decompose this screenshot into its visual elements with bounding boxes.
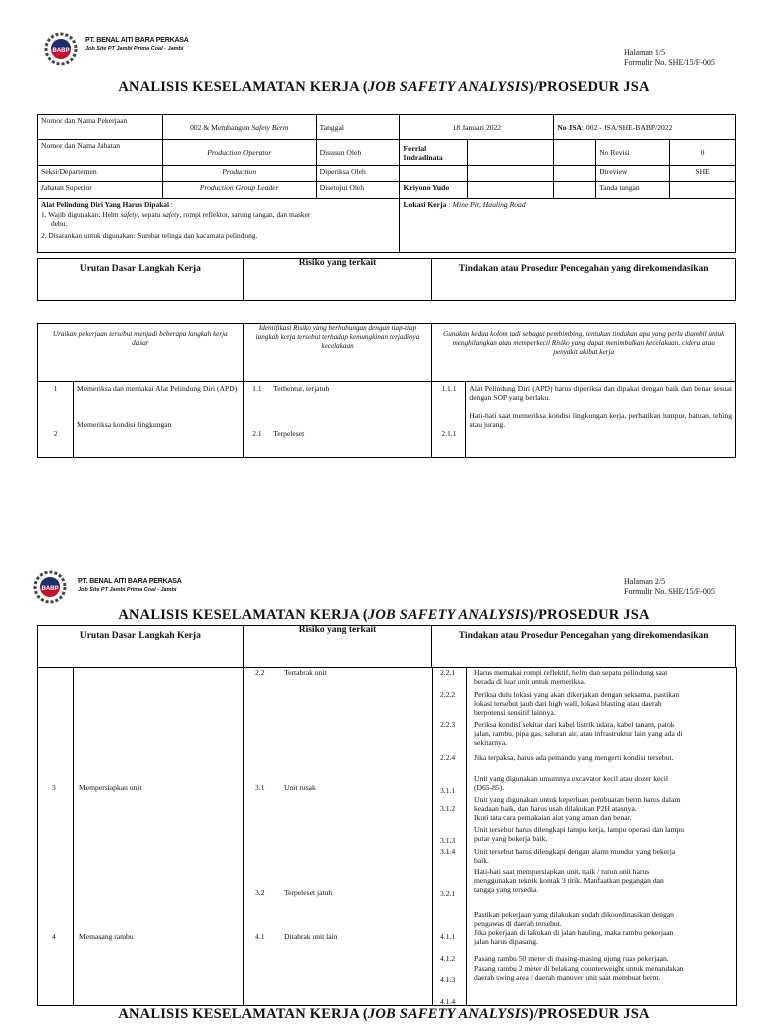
- p2-risk-no-2-2: 2.2: [255, 668, 265, 677]
- p2-action-no: 3.2.1: [440, 889, 456, 898]
- company-name: PT. BENAL AITI BARA PERKASA: [85, 37, 189, 44]
- p2-action-no: 4.1.4: [440, 997, 456, 1006]
- page-number: Halaman 1/5: [624, 48, 666, 57]
- company-site-2: Job Site PT Jambi Prima Coal - Jambi: [78, 587, 177, 593]
- apd-box: Alat Pelindung Diri Yang Harus Dipakai : 1. Wajib digunakan: Helm safety, sepatu safety, rompi reflektor, sarung tangan, dan masker debu. 2. Disarankan untuk digunakan: Sumbat telinga dan kacamata pelindung.: [38, 199, 400, 253]
- value-tanggal: 18 Januari 2022: [400, 115, 554, 140]
- p2-action-no: 2.2.2: [440, 690, 456, 699]
- p1-step-no: 1 2: [38, 382, 74, 458]
- label-tanggal: Tanggal: [316, 115, 400, 140]
- value-no-jsa: No JSA: 002 - JSA/SHE-BABP/2022: [554, 115, 736, 140]
- label-nomor-nama-jabatan: Nomor dan Nama Jabatan: [38, 140, 163, 166]
- form-number: Formulir No. SHE/15/F-005: [624, 58, 715, 67]
- p2-action-text-3-2-1: Hati-hati saat mempersiapkan unit, naik / turun unit harus menggunakan teknik kontak 3 titik. Manfaatkan pegangan dan tangga yang tersedia.: [474, 867, 664, 894]
- label-nomor-nama-pekerjaan: Nomor dan Nama Pekerjaan: [38, 115, 163, 140]
- company-logo-icon-2: [33, 570, 67, 604]
- form-number-2: Formulir No. SHE/15/F-005: [624, 587, 715, 596]
- label-disetujui: Disetujui Oleh: [316, 182, 400, 199]
- document-title-3: ANALISIS KESELAMATAN KERJA (JOB SAFETY ANALYSIS)/PROSEDUR JSA: [118, 1006, 650, 1022]
- p2-step-no-3: 3: [52, 783, 56, 792]
- p2-risk-text-3-1: Unit rusak: [284, 783, 316, 792]
- value-jabatan-superior: Production Group Leader: [162, 182, 316, 199]
- value-disetujui: Kriyono Yudo: [400, 182, 468, 199]
- value-nomor-nama-pekerjaan: 002 & Membangun Safety Berm: [162, 115, 316, 140]
- p1-action-no: 1.1.1 2.1.1: [432, 382, 466, 458]
- p2-col-risiko: Risiko yang terkait: [243, 626, 432, 668]
- guide-langkah: Uraikan pekerjaan tersebut menjadi beberapa langkah kerja dasar: [38, 324, 244, 382]
- p1-col-tindakan: Tindakan atau Prosedur Pencegahan yang direkomendasikan: [432, 259, 736, 301]
- p2-col-tindakan: Tindakan atau Prosedur Pencegahan yang direkomendasikan: [432, 626, 736, 668]
- p2-action-no: 3.1.3: [440, 836, 456, 845]
- p2-col-langkah: Urutan Dasar Langkah Kerja: [38, 626, 244, 668]
- label-disusun-oleh: Disusun Oleh: [316, 140, 400, 166]
- cell-empty-2: [554, 166, 596, 182]
- p2-action-text-4-1-1: Pastikan pekerjaan yang dilakukan sudah dikoordinasikan dengan pengawas di daerah tersebut. Jika pekerjaan di lakukan di jalan hauling, maka rambu pekerjaan jalan harus dipasang.: [474, 910, 674, 946]
- p2-divider-1: [73, 667, 74, 1006]
- p2-action-no: 3.1.2: [440, 804, 456, 813]
- p2-action-text-4-1-3: Pasang rambu 2 meter di belakang counterweight untuk menandakan daerah swing area / daerah manuver unit saat membuat berm.: [474, 964, 684, 982]
- lokasi-box: Lokasi Kerja : Mine Pit, Hauling Road: [400, 199, 736, 253]
- p1-column-header-table: [37, 258, 736, 301]
- p1-risk-no: 1.1 2.1: [243, 382, 270, 458]
- label-direview: Direview: [596, 166, 670, 182]
- logo-text-2: BABP: [41, 586, 59, 592]
- label-jabatan-superior: Jabatan Superior: [38, 182, 163, 199]
- label-diperiksa: Diperiksa Oleh: [316, 166, 400, 182]
- p2-step-text-3: Mempersiapkan unit: [79, 783, 142, 792]
- p2-action-text-3-1-1: Unit yang digunakan umumnya excavator kecil atau dozer kecil (D65-85).: [474, 774, 668, 792]
- company-logo-icon: [44, 32, 78, 66]
- cell-empty-1: [554, 140, 596, 166]
- p2-divider-4: [466, 667, 467, 1006]
- p1-step-text: Memeriksa dan memakai Alat Pelindung Diri (APD) Memeriksa kondisi lingkungan: [73, 382, 243, 458]
- value-direview: SHE: [670, 166, 736, 182]
- document-title: ANALISIS KESELAMATAN KERJA (JOB SAFETY ANALYSIS)/PROSEDUR JSA: [118, 79, 650, 95]
- value-diperiksa: [400, 166, 468, 182]
- p1-action-text: Alat Pelindung Diri (APD) harus diperiksa dan dipakai dengan baik dan benar sesuai dengan SOP yang berlaku. Hati-hati saat memeriksa kondisi lingkungan kerja, perhatikan lumpur, batuan, tebing atau jurang.: [466, 382, 736, 458]
- guide-risiko: Identifikasi Risiko yang berhubungan dengan tiap-tiap langkah kerja tersebut terhadap kemungkinan terjadinya kecelakaan: [243, 324, 432, 382]
- value-nomor-nama-jabatan: Production Operator: [162, 140, 316, 166]
- label-tanda-tangan: Tanda tangan: [596, 182, 670, 199]
- label-seksi: Seksi/Departemen: [38, 166, 163, 182]
- document-title-2: ANALISIS KESELAMATAN KERJA (JOB SAFETY ANALYSIS)/PROSEDUR JSA: [118, 607, 650, 623]
- value-seksi: Production: [162, 166, 316, 182]
- company-name-2: PT. BENAL AITI BARA PERKASA: [78, 578, 182, 585]
- company-site: Job Site PT Jambi Prima Coal - Jambi: [85, 46, 184, 52]
- p2-step-no-4: 4: [52, 932, 56, 941]
- p2-action-text-3-1-2: Unit yang digunakan untuk keperluan pembuatan berm harus dalam keadaan baik, dan harus usah dilakukan P2H atasnya. Ikuti tata cara pemakaian alat yang aman dan benar.: [474, 795, 681, 822]
- guide-tindakan: Gunakan kedua kolom tadi sebagai pembimbing, tentukan tindakan apa yang perlu diambil untuk menghilangkan atau memperkecil Risiko yang dapat menimbulkan kecelakaan, cidera atau penyakit akibat kerja: [432, 324, 736, 382]
- jsa-header-table: [37, 114, 736, 253]
- p2-divider-2: [243, 667, 244, 1006]
- p2-column-header-table: [37, 625, 736, 668]
- p2-action-text-2-2-2: Periksa dulu lokasi yang akan dikerjakan dengan seksama, pastikan lokasi tersebut jauh dari high wall, lokasi blasting atau daerah berpotensi sensitif lainnya.: [474, 690, 680, 717]
- p2-action-no: 2.2.3: [440, 720, 456, 729]
- p2-risk-no-4-1: 4.1: [255, 932, 265, 941]
- value-tanda-tangan: [670, 182, 736, 199]
- p2-action-text-2-2-3: Periksa kondisi sekitar dari kabel listrik udara, kabel tanam, patok jalan, rambu, pipa gas, saluran air, atau infrastruktur lain yang ada di sekitarnya.: [474, 720, 683, 747]
- p2-action-text-3-1-3: Unit tersebut harus dilengkapi lampu kerja, lampu operasi dan lampu putar yang bekerja baik.: [474, 825, 685, 843]
- p2-action-no: 2.2.4: [440, 753, 456, 762]
- p2-action-no: 4.1.2: [440, 954, 456, 963]
- p1-steps-table: [37, 323, 736, 458]
- p2-step-text-4: Memasang rambu: [79, 932, 134, 941]
- p2-action-no: 3.1.4: [440, 847, 456, 856]
- logo-text: BABP: [52, 48, 70, 54]
- p2-risk-text-4-1: Ditabrak unit lain: [284, 932, 338, 941]
- label-no-revisi: No Revisi: [596, 140, 670, 166]
- cell-signature-1: [468, 140, 554, 166]
- p2-action-text-4-1-2: Pasang rambu 50 meter di masing-masing ujung ruas pekerjaan.: [474, 954, 669, 963]
- page-number-2: Halaman 2/5: [624, 577, 666, 586]
- p2-action-no: 2.2.1: [440, 668, 456, 677]
- cell-signature-2: [468, 166, 554, 182]
- p2-action-text-2-2-1: Harus memakai rompi reflektif, helm dan sepatu pelindung saat berada di luar unit untuk memeriksa.: [474, 668, 668, 686]
- p1-col-langkah: Urutan Dasar Langkah Kerja: [38, 259, 244, 301]
- p2-action-no: 4.1.1: [440, 932, 456, 941]
- p2-action-text-3-1-4: Unit tersebut harus dilengkapi dengan alarm mundur yang bekerja baik.: [474, 847, 676, 865]
- p2-divider-3: [432, 667, 433, 1006]
- value-no-revisi: 0: [670, 140, 736, 166]
- cell-signature-3: [468, 182, 554, 199]
- p1-risk-text: Terbentur, terjatuh Terpeleset: [270, 382, 432, 458]
- p2-risk-text-2-2: Tertabrak unit: [284, 668, 327, 677]
- p2-risk-no-3-2: 3.2: [255, 888, 265, 897]
- p2-risk-text-3-2: Terpeleset jatuh: [284, 888, 333, 897]
- p2-risk-no-3-1: 3.1: [255, 783, 265, 792]
- p2-action-text-2-2-4: Jika terpaksa, harus ada pemandu yang mengerti kondisi tersebut.: [474, 753, 674, 762]
- value-disusun-oleh: Ferrial Indradinata: [400, 140, 468, 166]
- p2-action-no: 3.1.1: [440, 786, 456, 795]
- cell-empty-3: [554, 182, 596, 199]
- p2-action-no: 4.1.3: [440, 975, 456, 984]
- p1-col-risiko: Risiko yang terkait: [243, 259, 432, 301]
